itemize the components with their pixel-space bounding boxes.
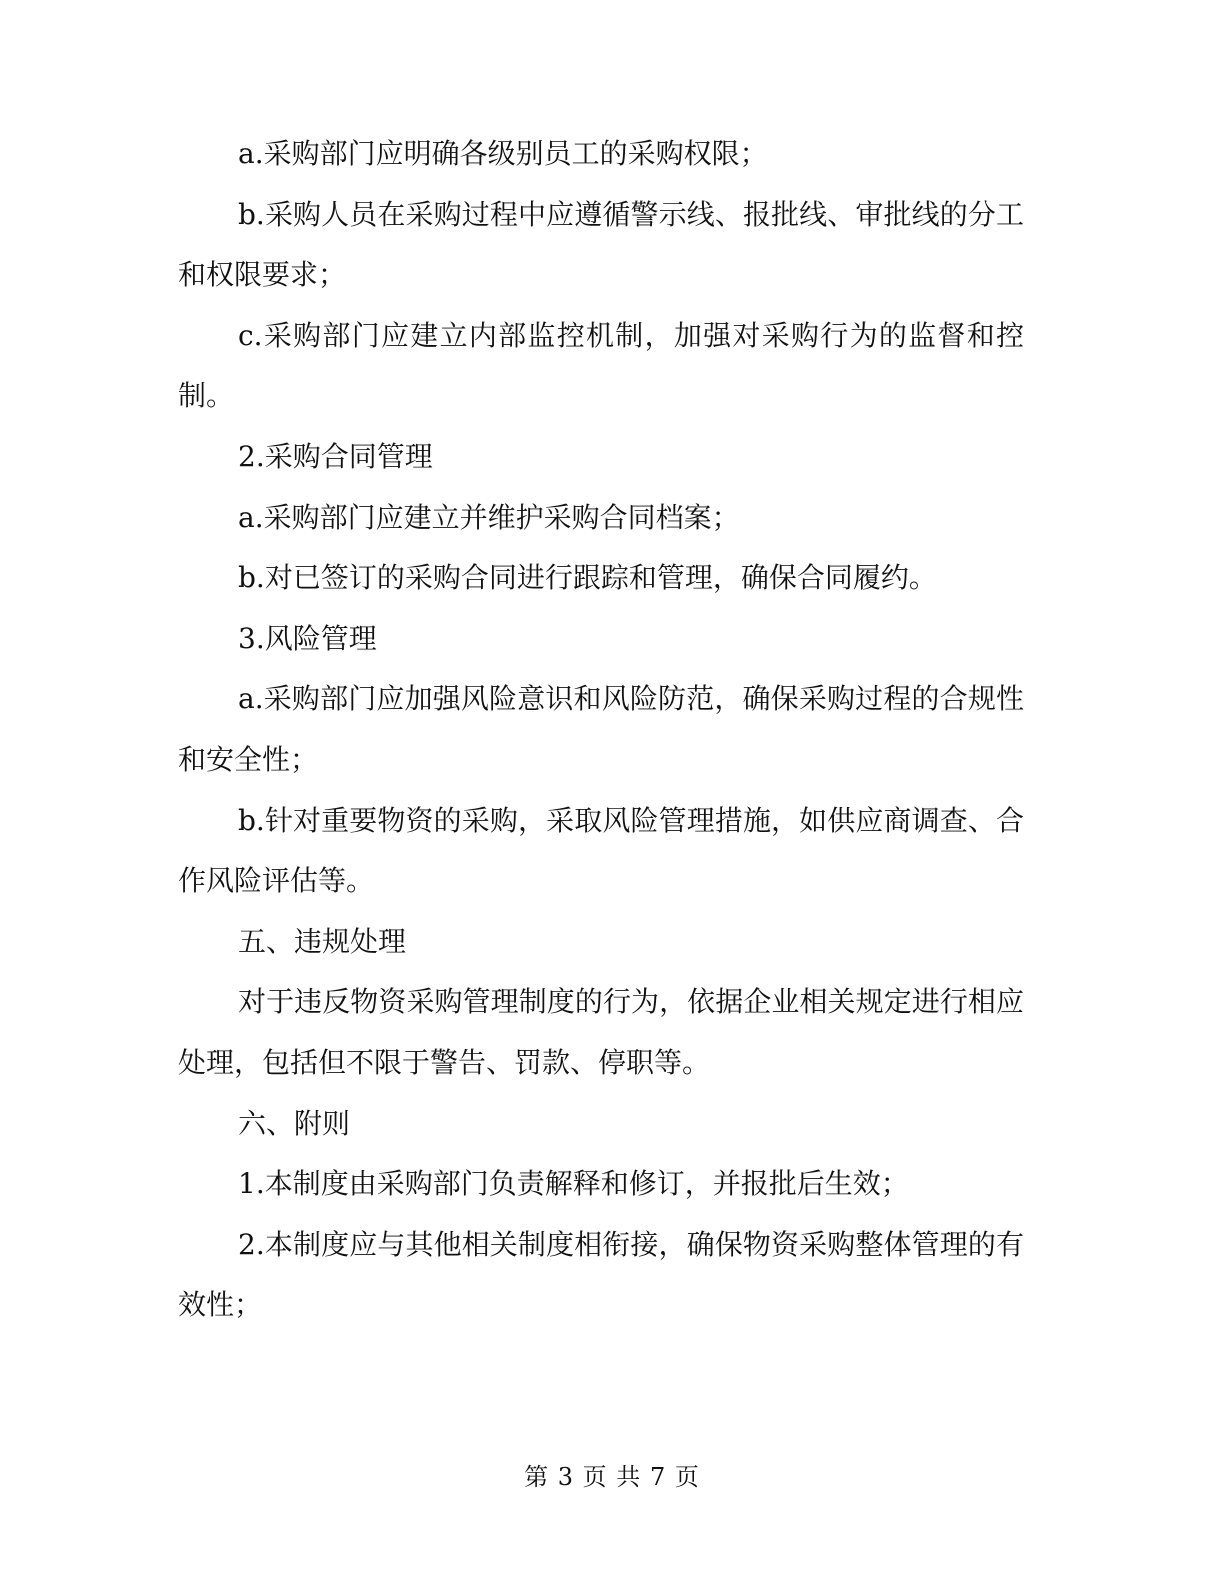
paragraph-warning-approval-lines: b.采购人员在采购过程中应遵循警示线、报批线、审批线的分工和权限要求； [178,197,1024,292]
paragraph-violation-handling: 对于违反物资采购管理制度的行为，依据企业相关规定进行相应处理，包括但不限于警告、罚款、停职等。 [178,985,1024,1079]
paragraph-risk-awareness: a.采购部门应加强风险意识和风险防范，确保采购过程的合规性和安全性； [178,682,1024,776]
document-body [178,124,1024,1336]
paragraph-contract-tracking: b.对已签订的采购合同进行跟踪和管理，确保合同履约。 [238,561,937,595]
section-heading-supplementary: 六、附则 [238,1106,351,1140]
section-heading-contract-management: 2.采购合同管理 [238,439,433,473]
section-heading-violations: 五、违规处理 [238,924,407,958]
paragraph-contract-archive: a.采购部门应建立并维护采购合同档案； [238,500,740,534]
paragraph-internal-monitoring: c.采购部门应建立内部监控机制，加强对采购行为的监督和控制。 [178,318,1024,413]
paragraph-integration: 2.本制度应与其他相关制度相衔接，确保物资采购整体管理的有效性； [178,1227,1024,1322]
section-heading-risk-management: 3.风险管理 [238,621,377,655]
paragraph-purchase-authority: a.采购部门应明确各级别员工的采购权限； [238,137,768,170]
page-number-footer: 第 3 页 共 7 页 [524,1463,700,1491]
paragraph-interpretation: 1.本制度由采购部门负责解释和修订，并报批后生效； [238,1167,909,1201]
paragraph-risk-measures: b.针对重要物资的采购，采取风险管理措施，如供应商调查、合作风险评估等。 [178,803,1024,898]
